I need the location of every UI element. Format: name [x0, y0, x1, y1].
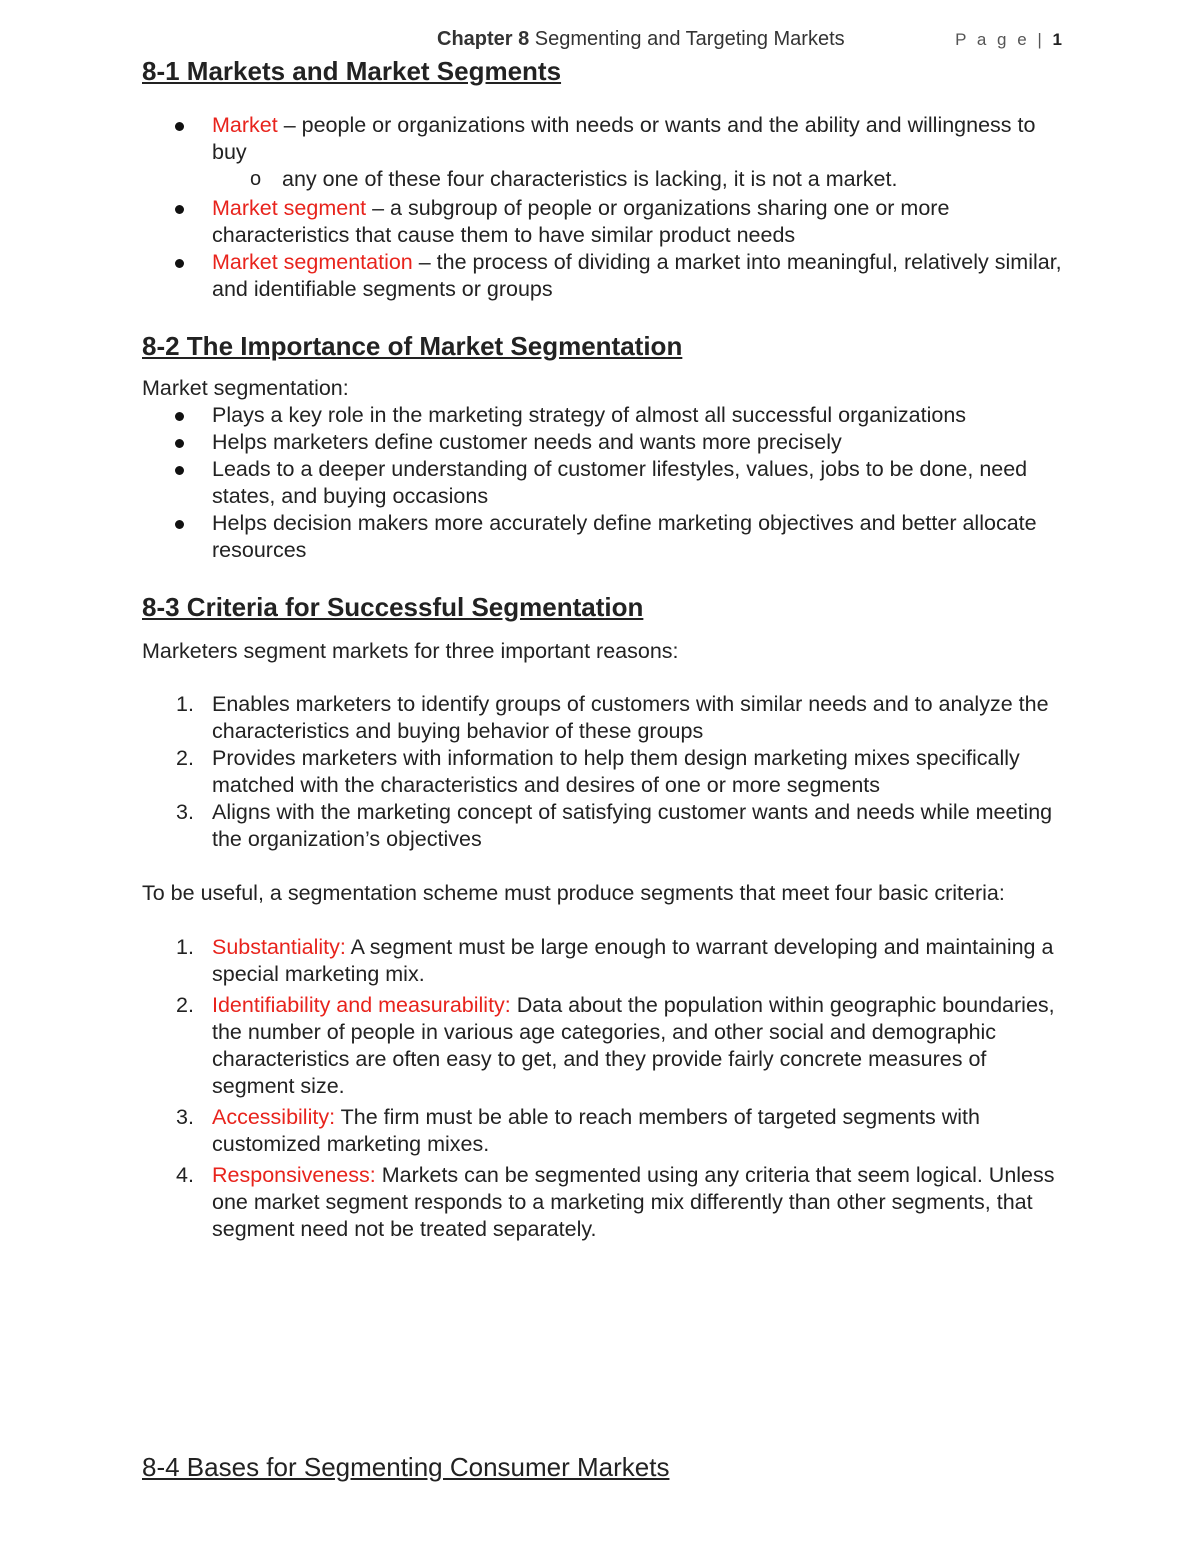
- section-heading-8-4: 8-4 Bases for Segmenting Consumer Markets: [142, 1452, 670, 1482]
- document-body: [142, 54, 1072, 1482]
- importance-list: [142, 402, 1072, 564]
- list-item: 2. Identifiability and measurability: Data about the population within geographic boundaries, the number of people in various age categories, and other social and demographic characteristics are often easy to get, and they provide fairly concrete measures of segment size.: [176, 993, 1055, 1098]
- definitions-list: [142, 112, 1072, 303]
- reasons-list: [142, 691, 1072, 853]
- page-number: P a g e | 1: [955, 30, 1062, 49]
- list-item: 1. Substantiality: A segment must be large enough to warrant developing and maintaining a special marketing mix.: [176, 935, 1054, 986]
- list-item: 3. Accessibility: The firm must be able to reach members of targeted segments with customized marketing mixes.: [176, 1105, 980, 1156]
- list-item: Leads to a deeper understanding of customer lifestyles, values, jobs to be done, need states, and buying occasions: [142, 456, 1072, 510]
- list-item: 2. Provides marketers with information to help them design marketing mixes specifically matched with the characteristics and desires of one or more segments: [176, 746, 1020, 797]
- list-item: Plays a key role in the marketing strategy of almost all successful organizations: [142, 402, 1072, 429]
- list-item: Market segment – a subgroup of people or organizations sharing one or more characteristics that cause them to have similar product needs: [142, 195, 1072, 249]
- chapter-title: Segmenting and Targeting Markets: [529, 28, 845, 50]
- page-header: [0, 28, 1200, 56]
- chapter-label: Chapter 8: [437, 28, 530, 50]
- criteria-list: [142, 934, 1072, 1243]
- section-heading-8-1: 8-1 Markets and Market Segments: [142, 56, 562, 86]
- section-intro: Marketers segment markets for three important reasons:: [142, 639, 679, 663]
- list-item: Market – people or organizations with needs or wants and the ability and willingness to buy o any one of these four characteristics is lacking, it is not a market.: [142, 112, 1072, 193]
- list-item: 4. Responsiveness: Markets can be segmented using any criteria that seem logical. Unless one market segment responds to a marketing mix differently than other segments, that segment need not be treated separately.: [176, 1163, 1055, 1241]
- list-item: 1. Enables marketers to identify groups of customers with similar needs and to analyze the characteristics and buying behavior of these groups: [176, 692, 1049, 743]
- criteria-intro: To be useful, a segmentation scheme must produce segments that meet four basic criteria:: [142, 881, 1005, 905]
- list-item: Helps marketers define customer needs and wants more precisely: [142, 429, 1072, 456]
- list-item: Market segmentation – the process of dividing a market into meaningful, relatively similar, and identifiable segments or groups: [142, 249, 1072, 303]
- header-title: [437, 28, 845, 51]
- list-item: 3. Aligns with the marketing concept of satisfying customer wants and needs while meeting the organization’s objectives: [176, 800, 1053, 851]
- section-heading-8-3: 8-3 Criteria for Successful Segmentation: [142, 592, 644, 622]
- section-heading-8-2: 8-2 The Importance of Market Segmentation: [142, 331, 683, 361]
- section-intro: Market segmentation:: [142, 376, 349, 400]
- list-item: o any one of these four characteristics is lacking, it is not a market.: [142, 166, 1072, 193]
- list-item: Helps decision makers more accurately define marketing objectives and better allocate resources: [142, 510, 1072, 564]
- sub-list: [212, 166, 1072, 193]
